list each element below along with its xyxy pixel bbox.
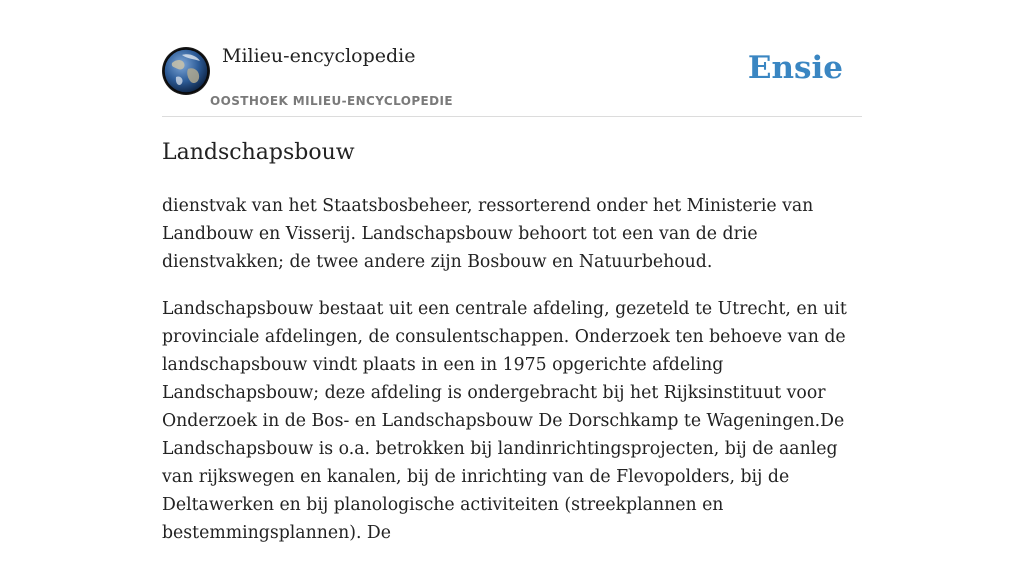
earth-globe-icon[interactable] bbox=[162, 47, 210, 95]
site-title[interactable]: Milieu-encyclopedie bbox=[222, 45, 416, 67]
article-paragraph: dienstvak van het Staatsbosbeheer, ressorterend onder het Ministerie van Landbouw en Visserij. Landschapsbouw behoort tot een van de drie dienstvakken; de twee andere zijn Bosbouw en Natuurbehoud. bbox=[162, 196, 814, 272]
brand-logo-text[interactable]: Ensie bbox=[747, 50, 843, 86]
site-header bbox=[162, 0, 862, 117]
article-body bbox=[162, 192, 862, 566]
article-title: Landschapsbouw bbox=[162, 140, 355, 165]
article-paragraph: Landschapsbouw bestaat uit een centrale afdeling, gezeteld te Utrecht, en uit provinciale afdelingen, de consulentschappen. Onderzoek ten behoeve van de landschapsbouw vindt plaats in een in 1975 opgerichte afdeling Landschapsbouw; deze afdeling is ondergebracht bij het Rijksinstituut voor Onderzoek in de Bos- en Landschapsbouw De Dorschkamp te Wageningen.De Landschapsbouw is o.a. betrokken bij landinrichtingsprojecten, bij de aanleg van rijkswegen en kanalen, bij de inrichting van de Flevopolders, bij de Deltawerken en bij planologische activiteiten (streekplannen en bestemmingsplannen). De bbox=[162, 299, 847, 543]
site-subtitle[interactable]: OOSTHOEK MILIEU-ENCYCLOPEDIE bbox=[210, 94, 453, 108]
